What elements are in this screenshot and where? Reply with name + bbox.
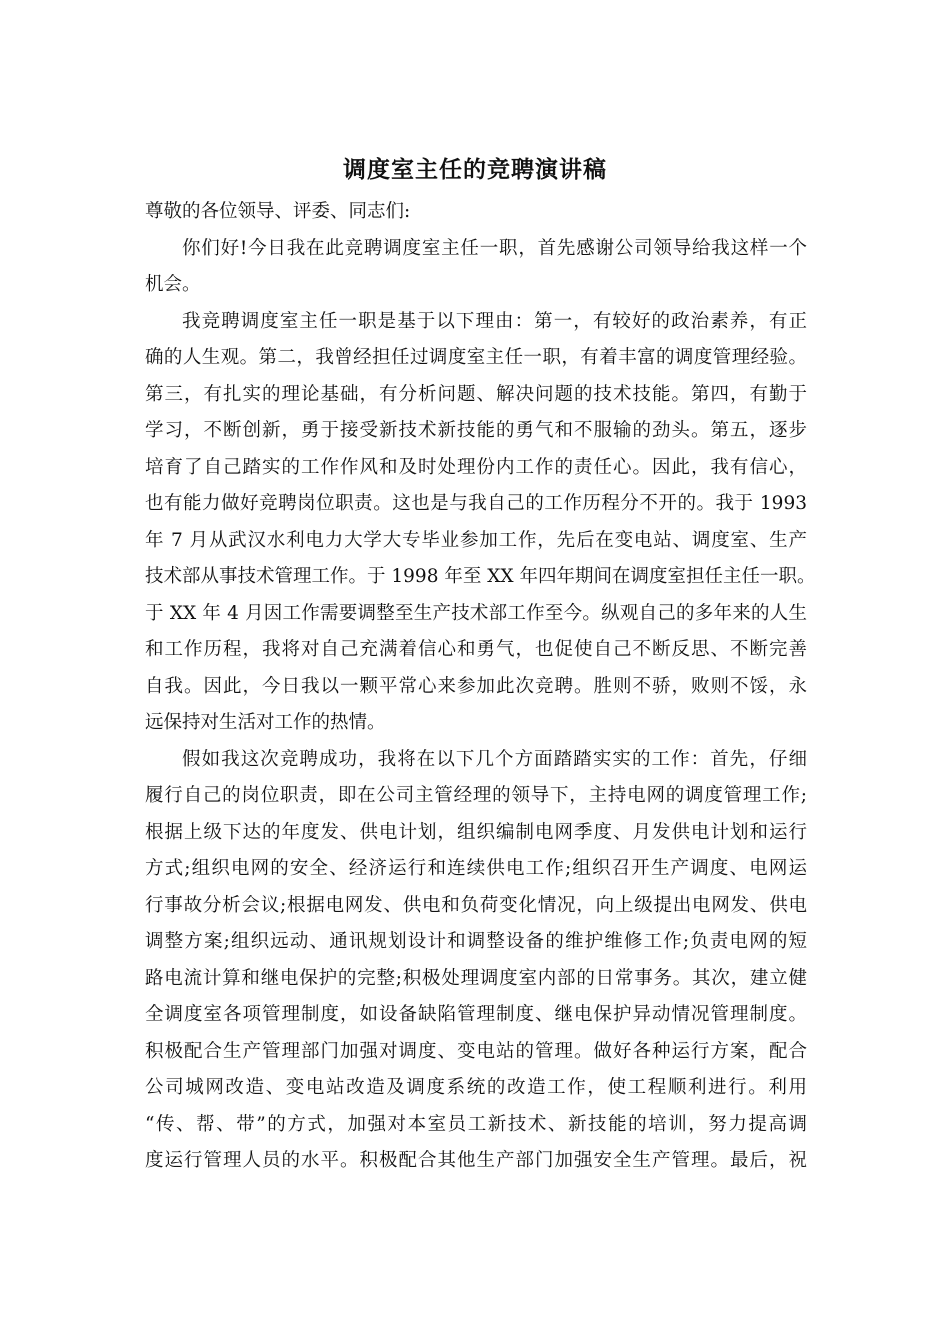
text-line: 和工作历程，我将对自己充满着信心和勇气，也促使自己不断反思、不断完善 <box>145 639 807 660</box>
text-line: 度运行管理人员的水平。积极配合其他生产部门加强安全生产管理。最后，祝 <box>145 1150 807 1171</box>
text-line: “传、帮、带”的方式，加强对本室员工新技术、新技能的培训，努力提高调 <box>145 1113 807 1135</box>
document-title: 调度室主任的竞聘演讲稿 <box>343 156 607 183</box>
text-line: 积极配合生产管理部门加强对调度、变电站的管理。做好各种运行方案，配合 <box>145 1040 807 1062</box>
document-body <box>145 194 816 1180</box>
paragraph-plans <box>145 742 807 1180</box>
text-line: 调整方案;组织远动、通讯规划设计和调整设备的维护维修工作;负责电网的短 <box>145 931 807 952</box>
text-line: 履行自己的岗位职责，即在公司主管经理的领导下，主持电网的调度管理工作; <box>145 785 807 806</box>
text-line: 远保持对生活对工作的热情。 <box>145 712 386 733</box>
paragraph-greeting <box>145 231 807 304</box>
paragraph-reasons <box>145 304 816 742</box>
text-line: 假如我这次竞聘成功，我将在以下几个方面踏踏实实的工作：首先，仔细 <box>182 748 807 770</box>
text-line: 路电流计算和继电保护的完整;积极处理调度室内部的日常事务。其次，建立健 <box>145 967 807 989</box>
text-line: 培育了自己踏实的工作作风和及时处理份内工作的责任心。因此，我有信心， <box>145 456 807 478</box>
text-line: 学习，不断创新，勇于接受新技术新技能的勇气和不服输的劲头。第五，逐步 <box>145 420 807 441</box>
text-line: 确的人生观。第二，我曾经担任过调度室主任一职，有着丰富的调度管理经验。 <box>145 347 807 368</box>
text-line: 方式;组织电网的安全、经济运行和连续供电工作;组织召开生产调度、电网运 <box>145 858 807 879</box>
text-line: 于 XX 年 4 月因工作需要调整至生产技术部工作至今。纵观自己的多年来的人生 <box>145 602 807 624</box>
salutation: 尊敬的各位领导、评委、同志们: <box>145 201 411 222</box>
text-line: 技术部从事技术管理工作。于 1998 年至 XX 年四年期间在调度室担任主任一职。 <box>145 566 816 587</box>
text-line: 我竞聘调度室主任一职是基于以下理由：第一，有较好的政治素养，有正 <box>182 310 807 332</box>
text-line: 机会。 <box>145 274 201 295</box>
text-line: 全调度室各项管理制度，如设备缺陷管理制度、继电保护异动情况管理制度。 <box>145 1004 807 1025</box>
text-line: 自我。因此，今日我以一颗平常心来参加此次竞聘。胜则不骄，败则不馁，永 <box>145 675 807 697</box>
text-line: 也有能力做好竞聘岗位职责。这也是与我自己的工作历程分不开的。我于 1993 <box>145 493 807 514</box>
text-line: 你们好!今日我在此竞聘调度室主任一职，首先感谢公司领导给我这样一个 <box>182 237 807 259</box>
text-line: 年 7 月从武汉水利电力大学大专毕业参加工作，先后在变电站、调度室、生产 <box>145 529 807 551</box>
text-line: 行事故分析会议;根据电网发、供电和负荷变化情况，向上级提出电网发、供电 <box>145 894 807 916</box>
text-line: 根据上级下达的年度发、供电计划，组织编制电网季度、月发供电计划和运行 <box>145 821 807 843</box>
text-line: 公司城网改造、变电站改造及调度系统的改造工作，使工程顺利进行。利用 <box>145 1077 807 1098</box>
text-line: 第三，有扎实的理论基础，有分析问题、解决问题的技术技能。第四，有勤于 <box>145 383 807 405</box>
